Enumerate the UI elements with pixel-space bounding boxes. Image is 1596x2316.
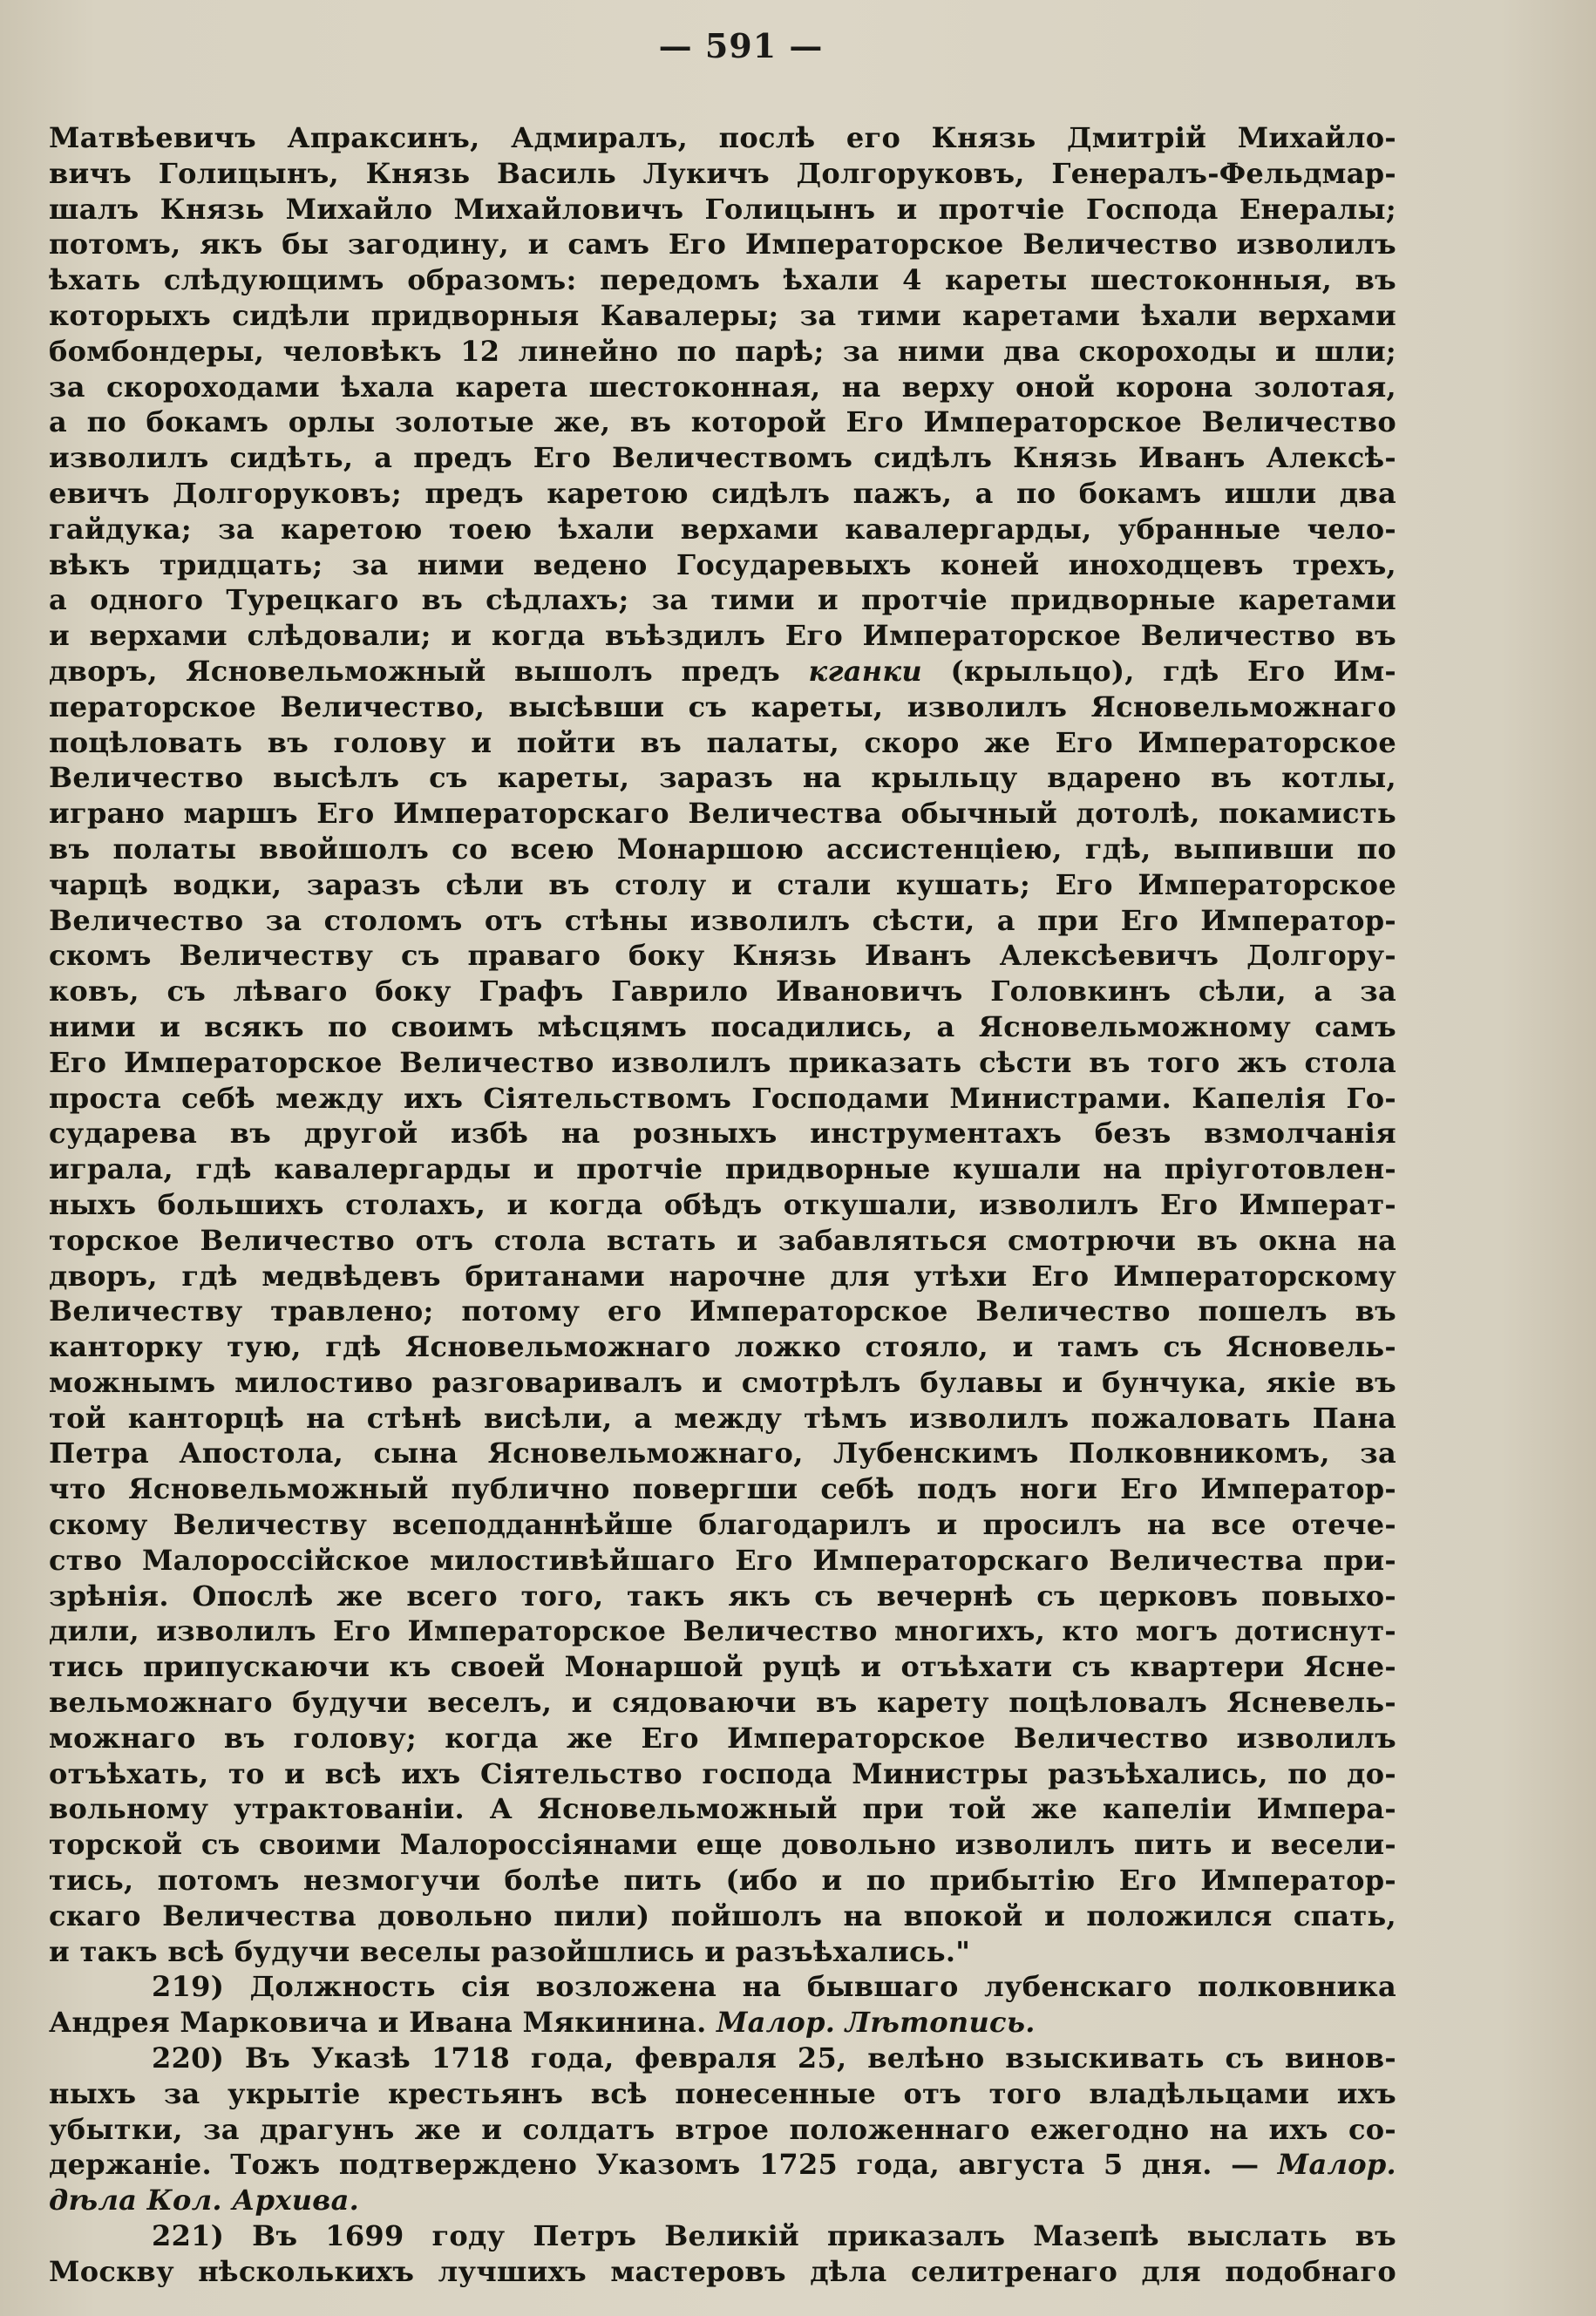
footnote-219-line: 219) Должность сія возложена на бывшаго лубенскаго полковника [152,1970,1396,2004]
text-line: дворъ, гдѣ медвѣдевъ британами нарочне для утѣхи Его Императорскому [49,1259,1396,1293]
text-line: скаго Величества довольно пили) пойшолъ на впокой и положился спать, [49,1898,1396,1932]
text-line: чарцѣ водки, заразъ сѣли въ столу и стали кушать; Его Императорское [49,867,1396,901]
text-line: ператорское Величество, высѣвши съ кареты, изволилъ Ясновельможнаго [49,689,1396,723]
text-line: играла, гдѣ кавалергарды и протчіе придворные кушали на пріуготовлен- [49,1152,1396,1186]
text-line: изволилъ сидѣть, а предъ Его Величествомъ сидѣлъ Князь Иванъ Алексѣ- [49,441,1396,475]
source-citation: дѣла Кол. Архива. [49,2184,360,2218]
source-citation: Малор. Лѣтопись. [716,2006,1036,2040]
text-line: Его Императорское Величество изволилъ приказать сѣсти въ того жъ стола [49,1045,1396,1079]
text-line: зрѣнія. Опослѣ же всего того, такъ якъ съ вечернѣ съ церковъ повыхо- [49,1579,1396,1613]
text-line: вольному утрактованіи. А Ясновельможный при той же капеліи Импера- [49,1792,1396,1826]
text-line: а по бокамъ орлы золотые же, въ которой Его Императорское Величество [49,405,1396,439]
text-line: канторку тую, гдѣ Ясновельможнаго ложко стояло, и тамъ съ Ясновель- [49,1330,1396,1364]
text-fragment: Андрея Марковича и Ивана Мякинина. [49,2006,717,2040]
text-line: проста себѣ между ихъ Сіятельствомъ Господами Министрами. Капелія Го- [49,1081,1396,1115]
text-line: евичъ Долгоруковъ; предъ каретою сидѣлъ пажъ, а по бокамъ ишли два [49,476,1396,510]
text-line: скому Величеству всеподданнѣйше благодарилъ и просилъ на все отече- [49,1508,1396,1542]
text-line: скомъ Величеству съ праваго боку Князь Иванъ Алексѣевичъ Долгору- [49,939,1396,973]
text-line: той канторцѣ на стѣнѣ висѣли, а между тѣмъ изволилъ пожаловать Пана [49,1401,1396,1435]
footnote-219-line [49,2005,1396,2041]
text-line: Величество высѣлъ съ кареты, заразъ на крыльцу вдарено въ котлы, [49,761,1396,795]
text-line: гайдука; за каретою тоею ѣхали верхами кавалергарды, убранные чело- [49,512,1396,546]
text-line: шалъ Князь Михайло Михайловичъ Голицынъ и протчіе Господа Енералы; [49,192,1396,226]
text-fragment: дворъ, Ясновельможный вышолъ предъ [49,654,809,688]
text-line: вельможнаго будучи веселъ, и сядоваючи въ карету поцѣловалъ Ясневель- [49,1686,1396,1720]
text-line: въ полаты ввойшолъ со всею Монаршою ассистенціею, гдѣ, выпивши по [49,832,1396,866]
text-line: ковъ, съ лѣваго боку Графъ Гаврило Ивановичъ Головкинъ сѣли, а за [49,975,1396,1009]
text-line: ѣхать слѣдующимъ образомъ: передомъ ѣхали 4 кареты шестоконныя, въ [49,263,1396,297]
footnote-221-line: 221) Въ 1699 году Петръ Великій приказалъ Мазепѣ выслать въ [152,2219,1396,2253]
text-line: поцѣловать въ голову и пойти въ палаты, скоро же Его Императорское [49,725,1396,759]
text-line-with-italic [49,654,1396,689]
text-line: вѣкъ тридцать; за ними ведено Государевыхъ коней иноходцевъ трехъ, [49,547,1396,581]
text-line: Величество за столомъ отъ стѣны изволилъ сѣсти, а при Его Император- [49,903,1396,937]
text-line: сударева въ другой избѣ на розныхъ инструментахъ безъ взмолчанія [49,1117,1396,1151]
footnote-221-line: Москву нѣсколькихъ лучшихъ мастеровъ дѣла селитренаго для подобнаго [49,2254,1396,2288]
text-line: играно маршъ Его Императорскаго Величества обычный дотолѣ, покамисть [49,797,1396,831]
text-line: тись припускаючи къ своей Монаршой руцѣ и отъѣхати съ квартери Ясне- [49,1650,1396,1684]
text-line: можнаго въ голову; когда же Его Императорское Величество изволилъ [49,1721,1396,1755]
main-text [49,120,1396,2290]
text-line: отъѣхать, то и всѣ ихъ Сіятельство господа Министры разъѣхались, по до- [49,1756,1396,1790]
text-line: Величеству травлено; потому его Императорское Величество пошелъ въ [49,1294,1396,1328]
text-line: которыхъ сидѣли придворныя Кавалеры; за тими каретами ѣхали верхами [49,298,1396,332]
text-line: дили, изволилъ Его Императорское Величество многихъ, кто могъ дотиснут- [49,1614,1396,1648]
footnote-220-line: ныхъ за укрытіе крестьянъ всѣ понесенные отъ того владѣльцами ихъ [49,2076,1396,2110]
text-line: и верхами слѣдовали; и когда въѣздилъ Его Императорское Величество въ [49,619,1396,653]
text-line: можнымъ милостиво разговаривалъ и смотрѣлъ булавы и бунчука, якіе въ [49,1365,1396,1399]
page-number: — 591 — [658,26,824,65]
text-line: а одного Турецкаго въ сѣдлахъ; за тими и протчіе придворные каретами [49,583,1396,617]
text-line: Матвѣевичъ Апраксинъ, Адмиралъ, послѣ его Князь Дмитрій Михайло- [49,121,1396,154]
text-line: за скороходами ѣхала карета шестоконная, на верху оной корона золотая, [49,370,1396,404]
footnote-220-line: 220) Въ Указѣ 1718 года, февраля 25, велѣно взыскивать съ винов- [152,2041,1396,2075]
text-line: торское Величество отъ стола встать и забавляться смотрючи въ окна на [49,1223,1396,1257]
text-line: Петра Апостола, сына Ясновельможнаго, Лубенскимъ Полковникомъ, за [49,1436,1396,1470]
source-citation: Малор. [1277,2148,1396,2182]
text-line: потомъ, якъ бы загодину, и самъ Его Императорское Величество изволилъ [49,228,1396,261]
text-line: тись, потомъ незмогучи болѣе пить (ибо и по прибытію Его Император- [49,1864,1396,1898]
text-fragment: держаніе. Тожъ подтверждено Указомъ 1725 года, августа 5 дня. — [49,2148,1278,2182]
text-line: торской съ своими Малороссіянами еще довольно изволилъ пить и весели- [49,1828,1396,1862]
text-line: ныхъ большихъ столахъ, и когда обѣдъ откушали, изволилъ Его Императ- [49,1187,1396,1221]
footnote-220-line: убытки, за драгунъ же и солдатъ втрое положеннаго ежегодно на ихъ со- [49,2112,1396,2146]
text-line: ство Малороссійское милостивѣйшаго Его Императорскаго Величества при- [49,1543,1396,1577]
italic-term: кганки [808,654,922,688]
text-line: бомбондеры, человѣкъ 12 линейно по парѣ; за ними два скороходы и шли; [49,334,1396,368]
text-line: вичъ Голицынъ, Князь Василь Лукичъ Долгоруковъ, Генералъ-Фельдмар- [49,156,1396,190]
footnote-220-line [49,2147,1396,2183]
text-line: что Ясновельможный публично повергши себѣ подъ ноги Его Император- [49,1472,1396,1506]
text-line: ними и всякъ по своимъ мѣсцямъ посадились, а Ясновельможному самъ [49,1009,1396,1043]
text-fragment: (крыльцо), гдѣ Его Им- [921,654,1396,688]
text-line: и такъ всѣ будучи веселы разойшлись и разъѣхались." [49,1934,971,1968]
